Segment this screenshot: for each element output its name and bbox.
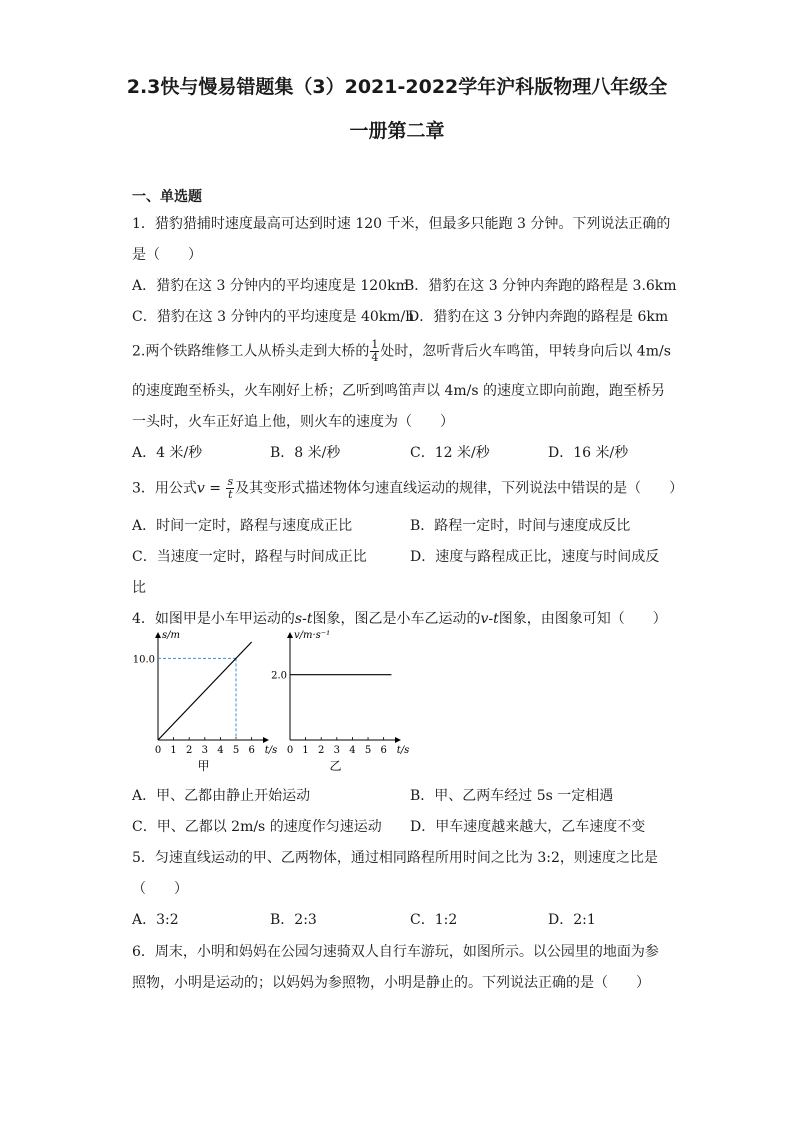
question-1-option-d: D．猎豹在这 3 分钟内奔跑的路程是 6km — [408, 309, 669, 325]
x-tick-label: 0 — [286, 745, 294, 756]
y-axis-label: v/m·s⁻¹ — [294, 630, 331, 641]
x-tick-label: 5 — [364, 745, 372, 756]
question-2-line2: 的速度跑至桥头，火车刚好上桥；乙听到鸣笛声以 4m/s 的速度立即向前跑，跑至桥另 — [132, 383, 665, 399]
x-tick-label: 3 — [201, 745, 209, 756]
chart-jia-st-graph — [128, 630, 278, 780]
x-axis-label: t/s — [264, 745, 278, 756]
question-2-option-c: C．12 米/秒 — [410, 445, 490, 461]
chart-caption: 甲 — [197, 759, 210, 773]
question-4-option-b: B．甲、乙两车经过 5s 一定相遇 — [410, 788, 614, 804]
y-tick-label: 10.0 — [132, 654, 155, 666]
x-axis-arrow — [395, 737, 401, 743]
chart-caption: 乙 — [329, 759, 342, 773]
fraction-denominator: 4 — [371, 351, 379, 364]
question-1-option-a: A．猎豹在这 3 分钟内的平均速度是 120km — [132, 278, 409, 294]
fraction-numerator: 1 — [371, 338, 379, 351]
question-4-option-d: D．甲车速度越来越大，乙车速度不变 — [410, 819, 646, 835]
question-1-line2: 是（ ） — [132, 247, 202, 263]
question-3-text-pre: 3．用公式 — [132, 480, 197, 497]
fraction-denominator: t — [228, 488, 233, 501]
question-5-option-c: C．1:2 — [410, 912, 458, 928]
question-4-text-pre: 4．如图甲是小车甲运动的 — [132, 611, 295, 627]
question-6-line2: 照物，小明是运动的；以妈妈为参照物，小明是静止的。下列说法正确的是（ ） — [132, 975, 650, 991]
formula-equals: = — [204, 480, 226, 497]
question-2-option-b: B．8 米/秒 — [270, 445, 341, 461]
question-2-text-post: 处时，忽听背后火车鸣笛，甲转身向后以 4m/s — [380, 343, 671, 360]
question-1-line1: 1．猎豹猎捕时速度最高可达到时速 120 千米，但最多只能跑 3 分钟。下列说法正确的 — [132, 216, 671, 232]
question-4-text-mid: 图象，图乙是小车乙运动的 — [312, 611, 481, 627]
document-title-line2: 一册第二章 — [349, 120, 445, 142]
question-4-line1 — [132, 608, 667, 628]
fraction-one-quarter — [370, 339, 379, 364]
question-2-line3: 一头时，火车正好追上他，则火车的速度为（ ） — [132, 414, 454, 430]
question-5-option-d: D．2:1 — [548, 912, 596, 928]
fraction-numerator: s — [227, 475, 234, 488]
question-3-text-post: 及其变形式描述物体匀速直线运动的规律，下列说法中错误的是（ ） — [235, 480, 684, 497]
x-tick-label: 6 — [248, 745, 255, 756]
x-tick-label: 1 — [302, 745, 309, 756]
question-4-option-c: C．甲、乙都以 2m/s 的速度作匀速运动 — [132, 819, 382, 835]
vt-term: v-t — [480, 611, 499, 627]
x-tick-label: 3 — [333, 745, 341, 756]
question-3-option-a: A．时间一定时，路程与速度成正比 — [132, 518, 353, 534]
y-tick-label: 2.0 — [271, 670, 287, 682]
formula-v: v — [196, 480, 205, 497]
x-axis-label: t/s — [396, 745, 410, 756]
x-tick-label: 6 — [380, 745, 387, 756]
y-axis-label: s/m — [162, 630, 180, 641]
question-5-line1: 5．匀速直线运动的甲、乙两物体，通过相同路程所用时间之比为 3:2，则速度之比是 — [132, 850, 658, 866]
question-2-text-pre: 2.两个铁路维修工人从桥头走到大桥的 — [132, 343, 370, 360]
question-6-line1: 6．周末，小明和妈妈在公园匀速骑双人自行车游玩，如图所示。以公园里的地面为参 — [132, 944, 659, 960]
chart-yi-vt-graph — [260, 630, 410, 780]
y-axis-arrow — [155, 632, 161, 638]
x-tick-label: 2 — [186, 745, 193, 756]
chart-jia-series — [158, 642, 252, 740]
x-tick-label: 2 — [318, 745, 325, 756]
question-5-option-a: A．3:2 — [132, 912, 179, 928]
question-2-line1 — [132, 339, 671, 364]
section-heading: 一、单选题 — [132, 189, 202, 205]
question-5-line2: （ ） — [132, 881, 188, 897]
st-term: s-t — [294, 611, 313, 627]
question-3-option-c: C．当速度一定时，路程与时间成正比 — [132, 549, 367, 565]
question-1-option-b: B．猎豹在这 3 分钟内奔跑的路程是 3.6km — [404, 278, 677, 294]
x-tick-label: 1 — [170, 745, 177, 756]
question-4-option-a: A．甲、乙都由静止开始运动 — [132, 788, 311, 804]
x-tick-label: 4 — [349, 745, 356, 756]
chart-jia-axes — [155, 632, 269, 743]
question-1-option-c: C．猎豹在这 3 分钟内的平均速度是 40km/h — [132, 309, 415, 325]
question-2-option-d: D．16 米/秒 — [548, 445, 629, 461]
question-3-option-d-line1: D．速度与路程成正比，速度与时间成反 — [410, 549, 660, 565]
question-3-option-d-line2: 比 — [132, 580, 146, 596]
x-tick-label: 4 — [217, 745, 224, 756]
x-tick-label: 5 — [232, 745, 240, 756]
question-4-text-post: 图象，由图象可知（ ） — [498, 611, 667, 627]
y-axis-arrow — [287, 632, 293, 638]
document-title-line1: 2.3快与慢易错题集（3）2021-2022学年沪科版物理八年级全 — [126, 76, 668, 98]
x-tick-label: 0 — [154, 745, 162, 756]
question-5-option-b: B．2:3 — [270, 912, 317, 928]
series-line — [158, 642, 252, 740]
chart-yi-labels — [271, 630, 409, 773]
chart-yi-axes — [287, 632, 401, 743]
question-2-option-a: A．4 米/秒 — [132, 445, 203, 461]
chart-jia-labels — [133, 630, 278, 773]
question-3-option-b: B．路程一定时，时间与速度成反比 — [410, 518, 631, 534]
fraction-s-over-t — [226, 476, 234, 501]
question-3-line1 — [132, 476, 683, 501]
